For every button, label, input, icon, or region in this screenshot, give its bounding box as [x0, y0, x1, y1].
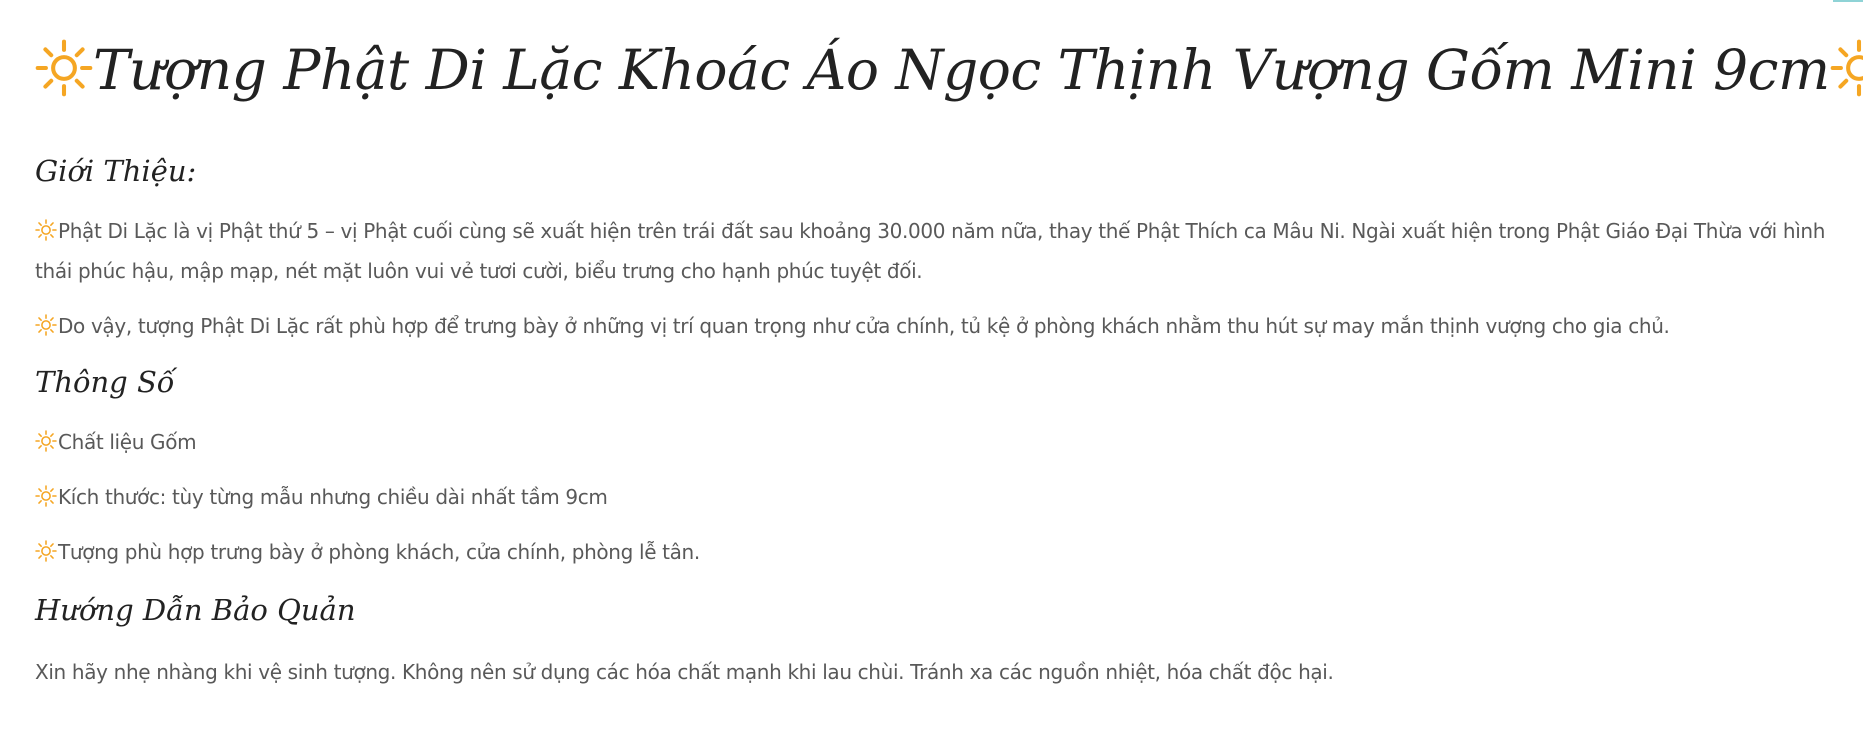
product-title-text: Tượng Phật Di Lặc Khoác Áo Ngọc Thịnh Vượng Gốm Mini 9cm: [93, 38, 1830, 102]
intro-paragraph-text: Do vậy, tượng Phật Di Lặc rất phù hợp để trưng bày ở những vị trí quan trọng như cửa chính, tủ kệ ở phòng khách nhằm thu hút sự may mắn thịnh vượng cho gia chủ.: [58, 314, 1670, 338]
sun-icon: [35, 314, 57, 336]
spec-item-text: Kích thước: tùy từng mẫu nhưng chiều dài nhất tầm 9cm: [58, 485, 608, 509]
spec-item-text: Tượng phù hợp trưng bày ở phòng khách, cửa chính, phòng lễ tân.: [58, 540, 700, 564]
sun-icon: [35, 219, 57, 241]
spec-item: [35, 477, 608, 517]
section-heading-intro: Giới Thiệu:: [35, 154, 197, 188]
spec-item-text: Chất liệu Gốm: [58, 430, 197, 454]
sun-icon: [35, 485, 57, 507]
section-heading-specs: Thông Số: [35, 365, 175, 399]
intro-paragraph: [35, 211, 1835, 291]
spec-item: [35, 532, 700, 572]
sun-icon: [35, 540, 57, 562]
top-right-accent-line: [1833, 0, 1863, 2]
care-paragraph: Xin hãy nhẹ nhàng khi vệ sinh tượng. Không nên sử dụng các hóa chất mạnh khi lau chùi. Tránh xa các nguồn nhiệt, hóa chất độc hại.: [35, 660, 1334, 684]
spec-item: [35, 422, 196, 462]
sun-icon: [35, 430, 57, 452]
intro-paragraph: [35, 306, 1670, 346]
product-title: [35, 28, 1863, 112]
sun-icon: [35, 39, 93, 97]
intro-paragraph-text: Phật Di Lặc là vị Phật thứ 5 – vị Phật cuối cùng sẽ xuất hiện trên trái đất sau khoảng 30.000 năm nữa, thay thế Phật Thích ca Mâu Ni. Ngài xuất hiện trong Phật Giáo Đại Thừa với hình thái phúc hậu, mập mạp, nét mặt luôn vui vẻ tươi cười, biểu trưng cho hạnh phúc tuyệt đối.: [35, 219, 1826, 283]
section-heading-care: Hướng Dẫn Bảo Quản: [35, 593, 356, 627]
sun-icon: [1830, 39, 1863, 97]
